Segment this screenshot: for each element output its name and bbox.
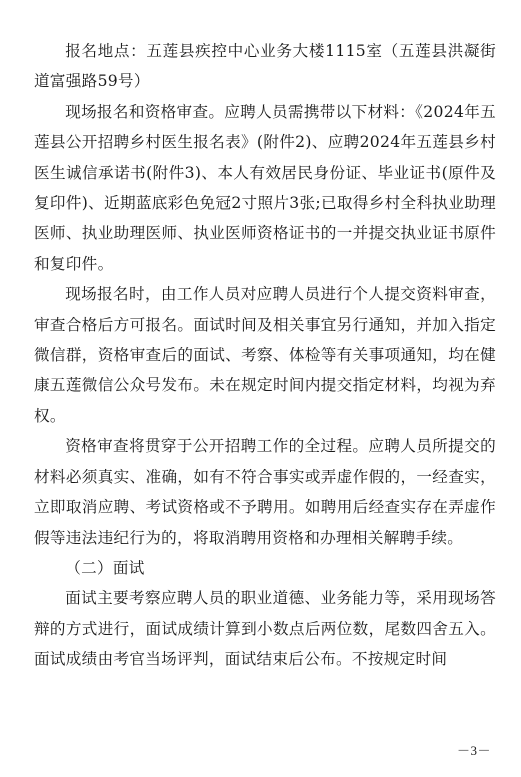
- document-body: [34, 36, 496, 675]
- paragraph-qualification-review: 资格审查将贯穿于公开招聘工作的全过程。应聘人员所提交的材料必须真实、准确，如有不符合事实或弄虚作假的，一经查实，立即取消应聘、考试资格或不予聘用。如聘用后经查实存在弄虚作假等违法违纪行为的，将取消聘用资格和办理相关解聘手续。: [34, 437, 496, 547]
- section-heading-interview: （二）面试: [65, 558, 145, 577]
- paragraph-onsite-review: 现场报名时，由工作人员对应聘人员进行个人提交资料审查，审查合格后方可报名。面试时间及相关事宜另行通知，并加入指定微信群，资格审查后的面试、考察、体检等有关事项通知，均在健康五莲微信公众号发布。未在规定时间内提交指定材料，均视为弃权。: [34, 285, 496, 425]
- paragraph-interview: 面试主要考察应聘人员的职业道德、业务能力等，采用现场答辩的方式进行，面试成绩计算到小数点后两位数，尾数四舍五入。面试成绩由考官当场评判，面试结束后公布。不按规定时间: [34, 589, 496, 669]
- paragraph-required-materials: 现场报名和资格审查。应聘人员需携带以下材料：《2024年五莲县公开招聘乡村医生报名表》(附件2)、应聘2024年五莲县乡村医生诚信承诺书(附件3)、本人有效居民身份证、毕业证书(原件及复印件)、近期蓝底彩色免冠2寸照片3张;已取得乡村全科执业助理医师、执业助理医师、执业医师资格证书的一并提交执业证书原件和复印件。: [34, 102, 496, 273]
- paragraph-registration-location: 报名地点：五莲县疾控中心业务大楼1115室（五莲县洪凝街道富强路59号）: [34, 42, 496, 91]
- page-number: －3－: [456, 743, 491, 758]
